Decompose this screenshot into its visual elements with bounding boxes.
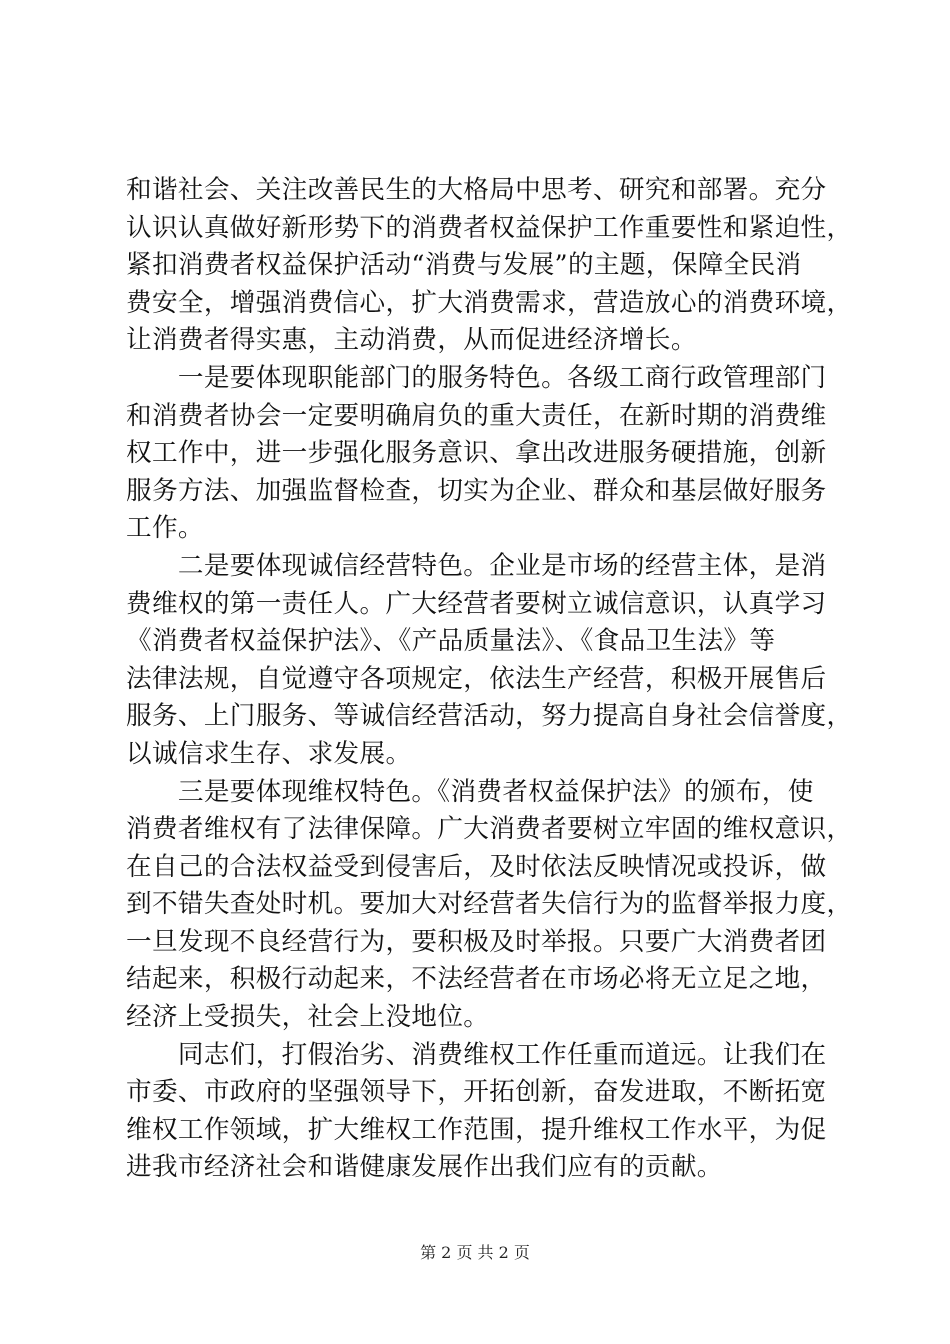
- text-line: 经济上受损失，社会上没地位。: [126, 1002, 490, 1033]
- page-number: 第 2 页 共 2 页: [420, 1243, 530, 1262]
- text-line: 让消费者得实惠，主动消费，从而促进经济增长。: [126, 325, 697, 356]
- text-line: 维权工作领域，扩大维权工作范围，提升维权工作水平，为促: [126, 1114, 827, 1145]
- text-line: 三是要体现维权特色。《消费者权益保护法》的颁布，使: [126, 776, 814, 807]
- text-line: 和谐社会、关注改善民生的大格局中思考、研究和部署。充分: [126, 175, 827, 205]
- text-line: 进我市经济社会和谐健康发展作出我们应有的贡献。: [126, 1152, 723, 1183]
- text-line: 同志们，打假治劣、消费维权工作任重而道远。让我们在: [126, 1039, 827, 1070]
- text-line: 《消费者权益保护法》、《产品质量法》、《食品卫生法》等: [126, 626, 776, 657]
- text-line: 结起来，积极行动起来，不法经营者在市场必将无立足之地，: [126, 964, 827, 995]
- text-line: 以诚信求生存、求发展。: [126, 738, 412, 769]
- text-line: 一旦发现不良经营行为，要积极及时举报。只要广大消费者团: [126, 926, 827, 957]
- text-line: 和消费者协会一定要明确肩负的重大责任，在新时期的消费维: [126, 400, 827, 431]
- text-line: 工作。: [126, 513, 204, 544]
- text-line: 费安全，增强消费信心，扩大消费需求，营造放心的消费环境，: [126, 287, 853, 318]
- text-line: 市委、市政府的坚强领导下，开拓创新，奋发进取，不断拓宽: [126, 1077, 827, 1108]
- text-line: 认识认真做好新形势下的消费者权益保护工作重要性和紧迫性，: [126, 212, 853, 243]
- page-footer: [0, 1243, 950, 1263]
- text-line: 紧扣消费者权益保护活动“消费与发展”的主题，保障全民消: [126, 250, 802, 281]
- text-line: 服务、上门服务、等诚信经营活动，努力提高自身社会信誉度，: [126, 701, 853, 732]
- text-line: 到不错失查处时机。要加大对经营者失信行为的监督举报力度，: [126, 889, 853, 920]
- text-line: 服务方法、加强监督检查，切实为企业、群众和基层做好服务: [126, 475, 827, 506]
- text-line: 权工作中，进一步强化服务意识、拿出改进服务硬措施，创新: [126, 438, 827, 469]
- text-line: 二是要体现诚信经营特色。企业是市场的经营主体，是消: [126, 550, 827, 581]
- text-line: 在自己的合法权益受到侵害后，及时依法反映情况或投诉，做: [126, 851, 827, 882]
- text-line: 一是要体现职能部门的服务特色。各级工商行政管理部门: [126, 362, 827, 393]
- document-body: [126, 172, 853, 1187]
- text-line: 费维权的第一责任人。广大经营者要树立诚信意识，认真学习: [126, 588, 827, 619]
- text-line: 法律法规，自觉遵守各项规定，依法生产经营，积极开展售后: [126, 663, 827, 694]
- text-line: 消费者维权有了法律保障。广大消费者要树立牢固的维权意识，: [126, 814, 853, 845]
